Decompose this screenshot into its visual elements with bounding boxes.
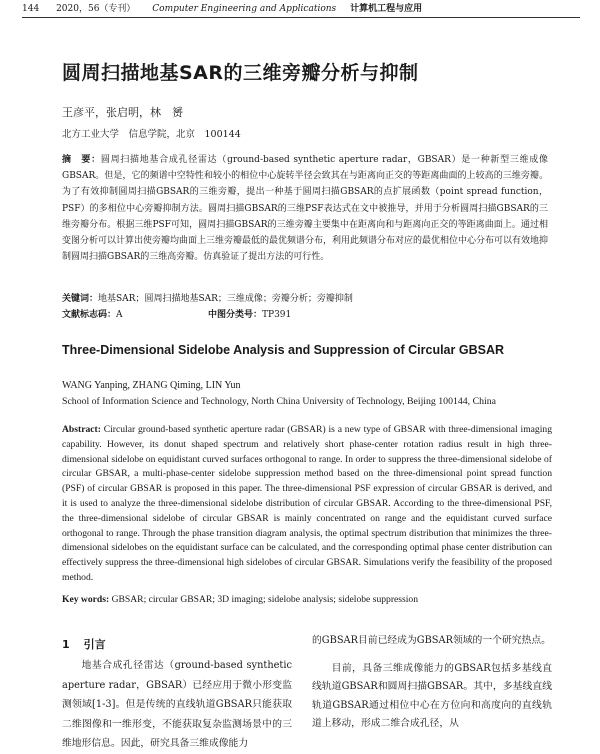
affiliation-cn: 北方工业大学 信息学院，北京 100144 xyxy=(62,129,241,140)
section-heading xyxy=(62,636,106,652)
clc-label: 中图分类号： xyxy=(208,310,263,320)
keywords-en xyxy=(62,594,418,605)
intro-paragraph-continued: 的GBSAR目前已经成为GBSAR领域的一个研究热点。 xyxy=(312,635,551,646)
section-title: 引言 xyxy=(83,638,106,651)
issue-info: 2020，56（专刊） xyxy=(56,4,136,14)
doc-code-label: 文献标志码： xyxy=(62,310,117,320)
clc-code: TP391 xyxy=(262,310,292,320)
keywords-cn-text: 地基SAR；圆周扫描地基SAR；三维成像；旁瓣分析；旁瓣抑制 xyxy=(98,294,353,304)
abstract-cn-label: 摘 要： xyxy=(62,155,101,165)
keywords-en-text: GBSAR; circular GBSAR; 3D imaging; sidelobe analysis; sidelobe suppression xyxy=(111,594,419,605)
running-head xyxy=(22,2,580,16)
abstract-en-text: Circular ground-based synthetic aperture radar (GBSAR) is a new type of GBSAR with three-dimensional imaging capability. However, its donut shaped spectrum and relatively short phase-center rotation radius result in high three-dimensional sidelobe on equidistant curved surfaces orthogonal to range. In order to suppress the three-dimensional sidelobe of circular GBSAR, a multi-phase-center sidelobe suppression method based on the three-dimensional point spread function (PSF) of circular GBSAR is proposed in this paper. The three-dimensional PSF expression of circular GBSAR is derived, and it is used to analyze the three-dimensional sidelobe distribution of circular GBSAR. According to the three-dimensional PSF, the three-dimensional sidelobe of circular GBSAR is mainly concentrated on range and the equidistant curved surface orthogonal to range. Through the phase transition diagram analysis, the optimal spectrum distribution that minimizes the three-dimensional sidelobes on the equidistant surface can be calculated, and the corresponding optimal phase center distribution can effectively suppress the three-dimensional high sidelobes of circular GBSAR. Simulations verify the feasibility of the proposed method. xyxy=(62,424,552,583)
abstract-cn-text: 圆周扫描地基合成孔径雷达（ground-based synthetic aperture radar，GBSAR）是一种新型三维成像GBSAR。但是，它的频谱中空特性和较小的相位中心旋转半径会致其在与距离向正交的等距离曲面的上较高的三维旁瓣。为了有效抑制圆周扫描GBSAR的三维旁瓣，提出一种基于圆周扫描GBSAR的点扩展函数（point spread function，PSF）的多相位中心旁瓣抑制方法。圆周扫描GBSAR的三维PSF表达式在文中被推导，并用于分析圆周扫描GBSAR的三维旁瓣分布。根据三维PSF可知，圆周扫描GBSAR的三维旁瓣主要集中在距离向和与距离向正交的等距离曲面上。通过相变图分析可以计算出使旁瓣均曲面上三维旁瓣最低的最优频谱分布，利用此频谱分布对应的最优相位中心分布可以有效地抑制圆周扫描GBSAR的三维高旁瓣。仿真验证了提出方法的可行性。 xyxy=(62,155,549,263)
keywords-cn xyxy=(62,291,353,304)
section-number: 1 xyxy=(62,638,70,651)
journal-name-en: Computer Engineering and Applications xyxy=(152,4,337,14)
intro-paragraph-1: 地基合成孔径雷达（ground-based synthetic aperture radar，GBSAR）已经应用于微小形变监测领域[1-3]。但是传统的直线轨道GBSAR只能获取二维图像和一维形变，不能获取复杂监测场景中的三维地形信息。因此，研究具备三维成像能力 xyxy=(62,660,292,749)
paper-title-en: Three-Dimensional Sidelobe Analysis and Suppression of Circular GBSAR xyxy=(62,343,504,357)
header-rule xyxy=(22,17,580,18)
abstract-cn xyxy=(62,152,548,265)
journal-name-cn: 计算机工程与应用 xyxy=(350,4,423,14)
body-column-right xyxy=(312,632,552,734)
classification-row xyxy=(62,307,292,320)
abstract-en xyxy=(62,423,552,586)
authors-en: WANG Yanping, ZHANG Qiming, LIN Yun xyxy=(62,380,241,391)
authors-cn: 王彦平，张启明，林 赟 xyxy=(62,106,183,119)
body-column-left xyxy=(62,656,292,754)
paper-title-cn: 圆周扫描地基SAR的三维旁瓣分析与抑制 xyxy=(62,62,419,84)
keywords-en-label: Key words: xyxy=(62,594,110,605)
page-number: 144 xyxy=(22,4,40,14)
doc-code: A xyxy=(116,310,123,320)
abstract-en-label: Abstract: xyxy=(62,424,101,435)
affiliation-en: School of Information Science and Technology, North China University of Technology, Beijing 100144, China xyxy=(62,396,496,407)
intro-paragraph-2: 目前，具备三维成像能力的GBSAR包括多基线直线轨道GBSAR和圆周扫描GBSAR。其中，多基线直线轨道GBSAR通过相位中心在方位向和高度向的直线轨道上移动，形成二维合成孔径，从 xyxy=(312,662,552,729)
keywords-cn-label: 关键词： xyxy=(62,294,99,304)
